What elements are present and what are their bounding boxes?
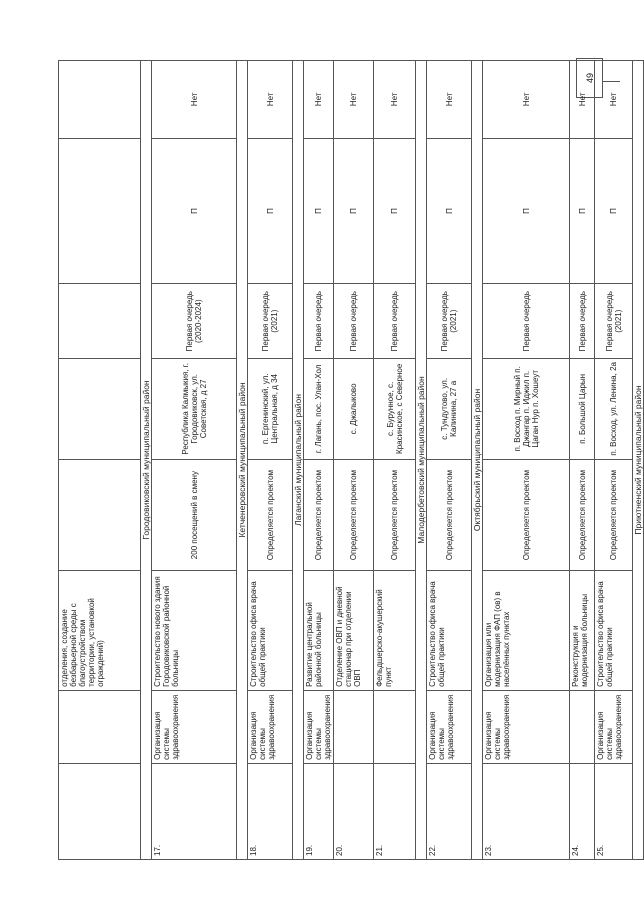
table-body [59,61,644,860]
section-row [633,61,644,860]
capacity-cell: Определяется проектом [570,459,595,571]
note-cell: Нет [374,61,416,139]
org-cell: Организация системы здравоохранения [248,690,293,763]
project-cell: Строительство нового здания Городовиковской районной больницы [152,571,237,690]
table-row [59,61,141,860]
period-cell: Первая очередь (2021) [248,284,293,358]
org-cell: Организация системы здравоохранения [483,690,570,763]
row-number-cell: 18. [248,763,293,859]
org-cell [374,690,416,763]
type-cell: П [374,138,416,284]
capacity-cell: Определяется проектом [248,459,293,571]
row-number-cell: 19. [304,763,334,859]
org-cell [570,690,595,763]
capacity-cell: Определяется проектом [374,459,416,571]
capacity-cell: Определяется проектом [483,459,570,571]
row-number-cell: 22. [427,763,472,859]
type-cell: П [570,138,595,284]
capacity-cell: 200 посещений в смену [152,459,237,571]
table-cell [59,358,141,459]
capacity-cell: Определяется проектом [595,459,633,571]
table-row [595,61,633,860]
type-cell: П [152,138,237,284]
table-cell [59,138,141,284]
note-cell: Нет [427,61,472,139]
table-cell [59,690,141,763]
project-cell: Строительство офиса врача общей практики [427,571,472,690]
row-number-cell: 17. [152,763,237,859]
note-cell: Нет [152,61,237,139]
location-cell: п. Восход п. Мирный п. Джангар п. Иджил п. Цаган Нур п. Хошеут [483,358,570,459]
project-cell: Строительство офиса врача общей практики [595,571,633,690]
table-cell [59,61,141,139]
location-cell: с. Тундутово, ул. Калинина, 27 а [427,358,472,459]
table-cell [59,284,141,358]
note-cell: Нет [304,61,334,139]
section-row [472,61,483,860]
row-number-cell: 21. [374,763,416,859]
org-cell [334,690,374,763]
row-number-cell: 23. [483,763,570,859]
table-cell [59,459,141,571]
table-cell: отделения, создание безбарьерной среды с благоустройством территории, установкой ограждений) [59,571,141,690]
capacity-cell: Определяется проектом [427,459,472,571]
row-number-cell: 25. [595,763,633,859]
location-cell: п. Большой Царын [570,358,595,459]
location-cell: г. Лагань, пос. Улан-Хол [304,358,334,459]
org-cell: Организация системы здравоохранения [304,690,334,763]
period-cell: Первая очередь (2020-2024) [152,284,237,358]
section-title: Городовиковский муниципальный район [141,61,152,860]
table-row [304,61,334,860]
row-number-cell: 20. [334,763,374,859]
location-cell: п. Восход, ул. Ленина, 2а [595,358,633,459]
type-cell: П [595,138,633,284]
facilities-table [58,60,644,860]
location-cell: с. Джалыково [334,358,374,459]
section-row [293,61,304,860]
org-cell: Организация системы здравоохранения [595,690,633,763]
section-row [237,61,248,860]
table-row [374,61,416,860]
page-number: 49 [584,72,595,84]
project-cell: Отделение ОВП и дневной стационар при отделении ОВП [334,571,374,690]
note-cell: Нет [595,61,633,139]
location-cell: Республика Калмыкия, г. Городовиковск, ул. Советская, д 27 [152,358,237,459]
period-cell: Первая очередь [570,284,595,358]
section-row [416,61,427,860]
capacity-cell: Определяется проектом [334,459,374,571]
section-title: Кетченеровский муниципальный район [237,61,248,860]
table-cell [59,763,141,859]
org-cell: Организация системы здравоохранения [152,690,237,763]
project-cell: Развитие центральной районной больницы [304,571,334,690]
note-cell: Нет [334,61,374,139]
section-row [141,61,152,860]
org-cell: Организация системы здравоохранения [427,690,472,763]
type-cell: П [304,138,334,284]
period-cell: Первая очередь (2021) [427,284,472,358]
period-cell: Первая очередь [483,284,570,358]
type-cell: П [427,138,472,284]
section-title: Лаганский муниципальный район [293,61,304,860]
project-cell: Организация или модернизация ФАП (ов) в населённых пунктах [483,571,570,690]
section-title: Малодербетовский муниципальный район [416,61,427,860]
project-cell: Фельдшерско-акушерский пункт [374,571,416,690]
table-row [570,61,595,860]
project-cell: Реконструкция и модернизация больницы [570,571,595,690]
table-row [334,61,374,860]
capacity-cell: Определяется проектом [304,459,334,571]
table-row [152,61,237,860]
table-row [427,61,472,860]
row-number-cell: 24. [570,763,595,859]
table-row [248,61,293,860]
section-title: Октябрьский муниципальный район [472,61,483,860]
period-cell: Первая очередь [334,284,374,358]
section-title: Приютненский муниципальный район [633,61,644,860]
period-cell: Первая очередь [304,284,334,358]
period-cell: Первая очередь (2021) [595,284,633,358]
period-cell: Первая очередь [374,284,416,358]
note-cell: Нет [483,61,570,139]
type-cell: П [334,138,374,284]
note-cell: Нет [570,61,595,139]
type-cell: П [248,138,293,284]
note-cell: Нет [248,61,293,139]
location-cell: п. Ергенинский, ул. Центральная, д 34 [248,358,293,459]
table-row [483,61,570,860]
type-cell: П [483,138,570,284]
project-cell: Строительство офиса врача общей практики [248,571,293,690]
location-cell: с. Бурунное, с. Красинское, с Северное [374,358,416,459]
